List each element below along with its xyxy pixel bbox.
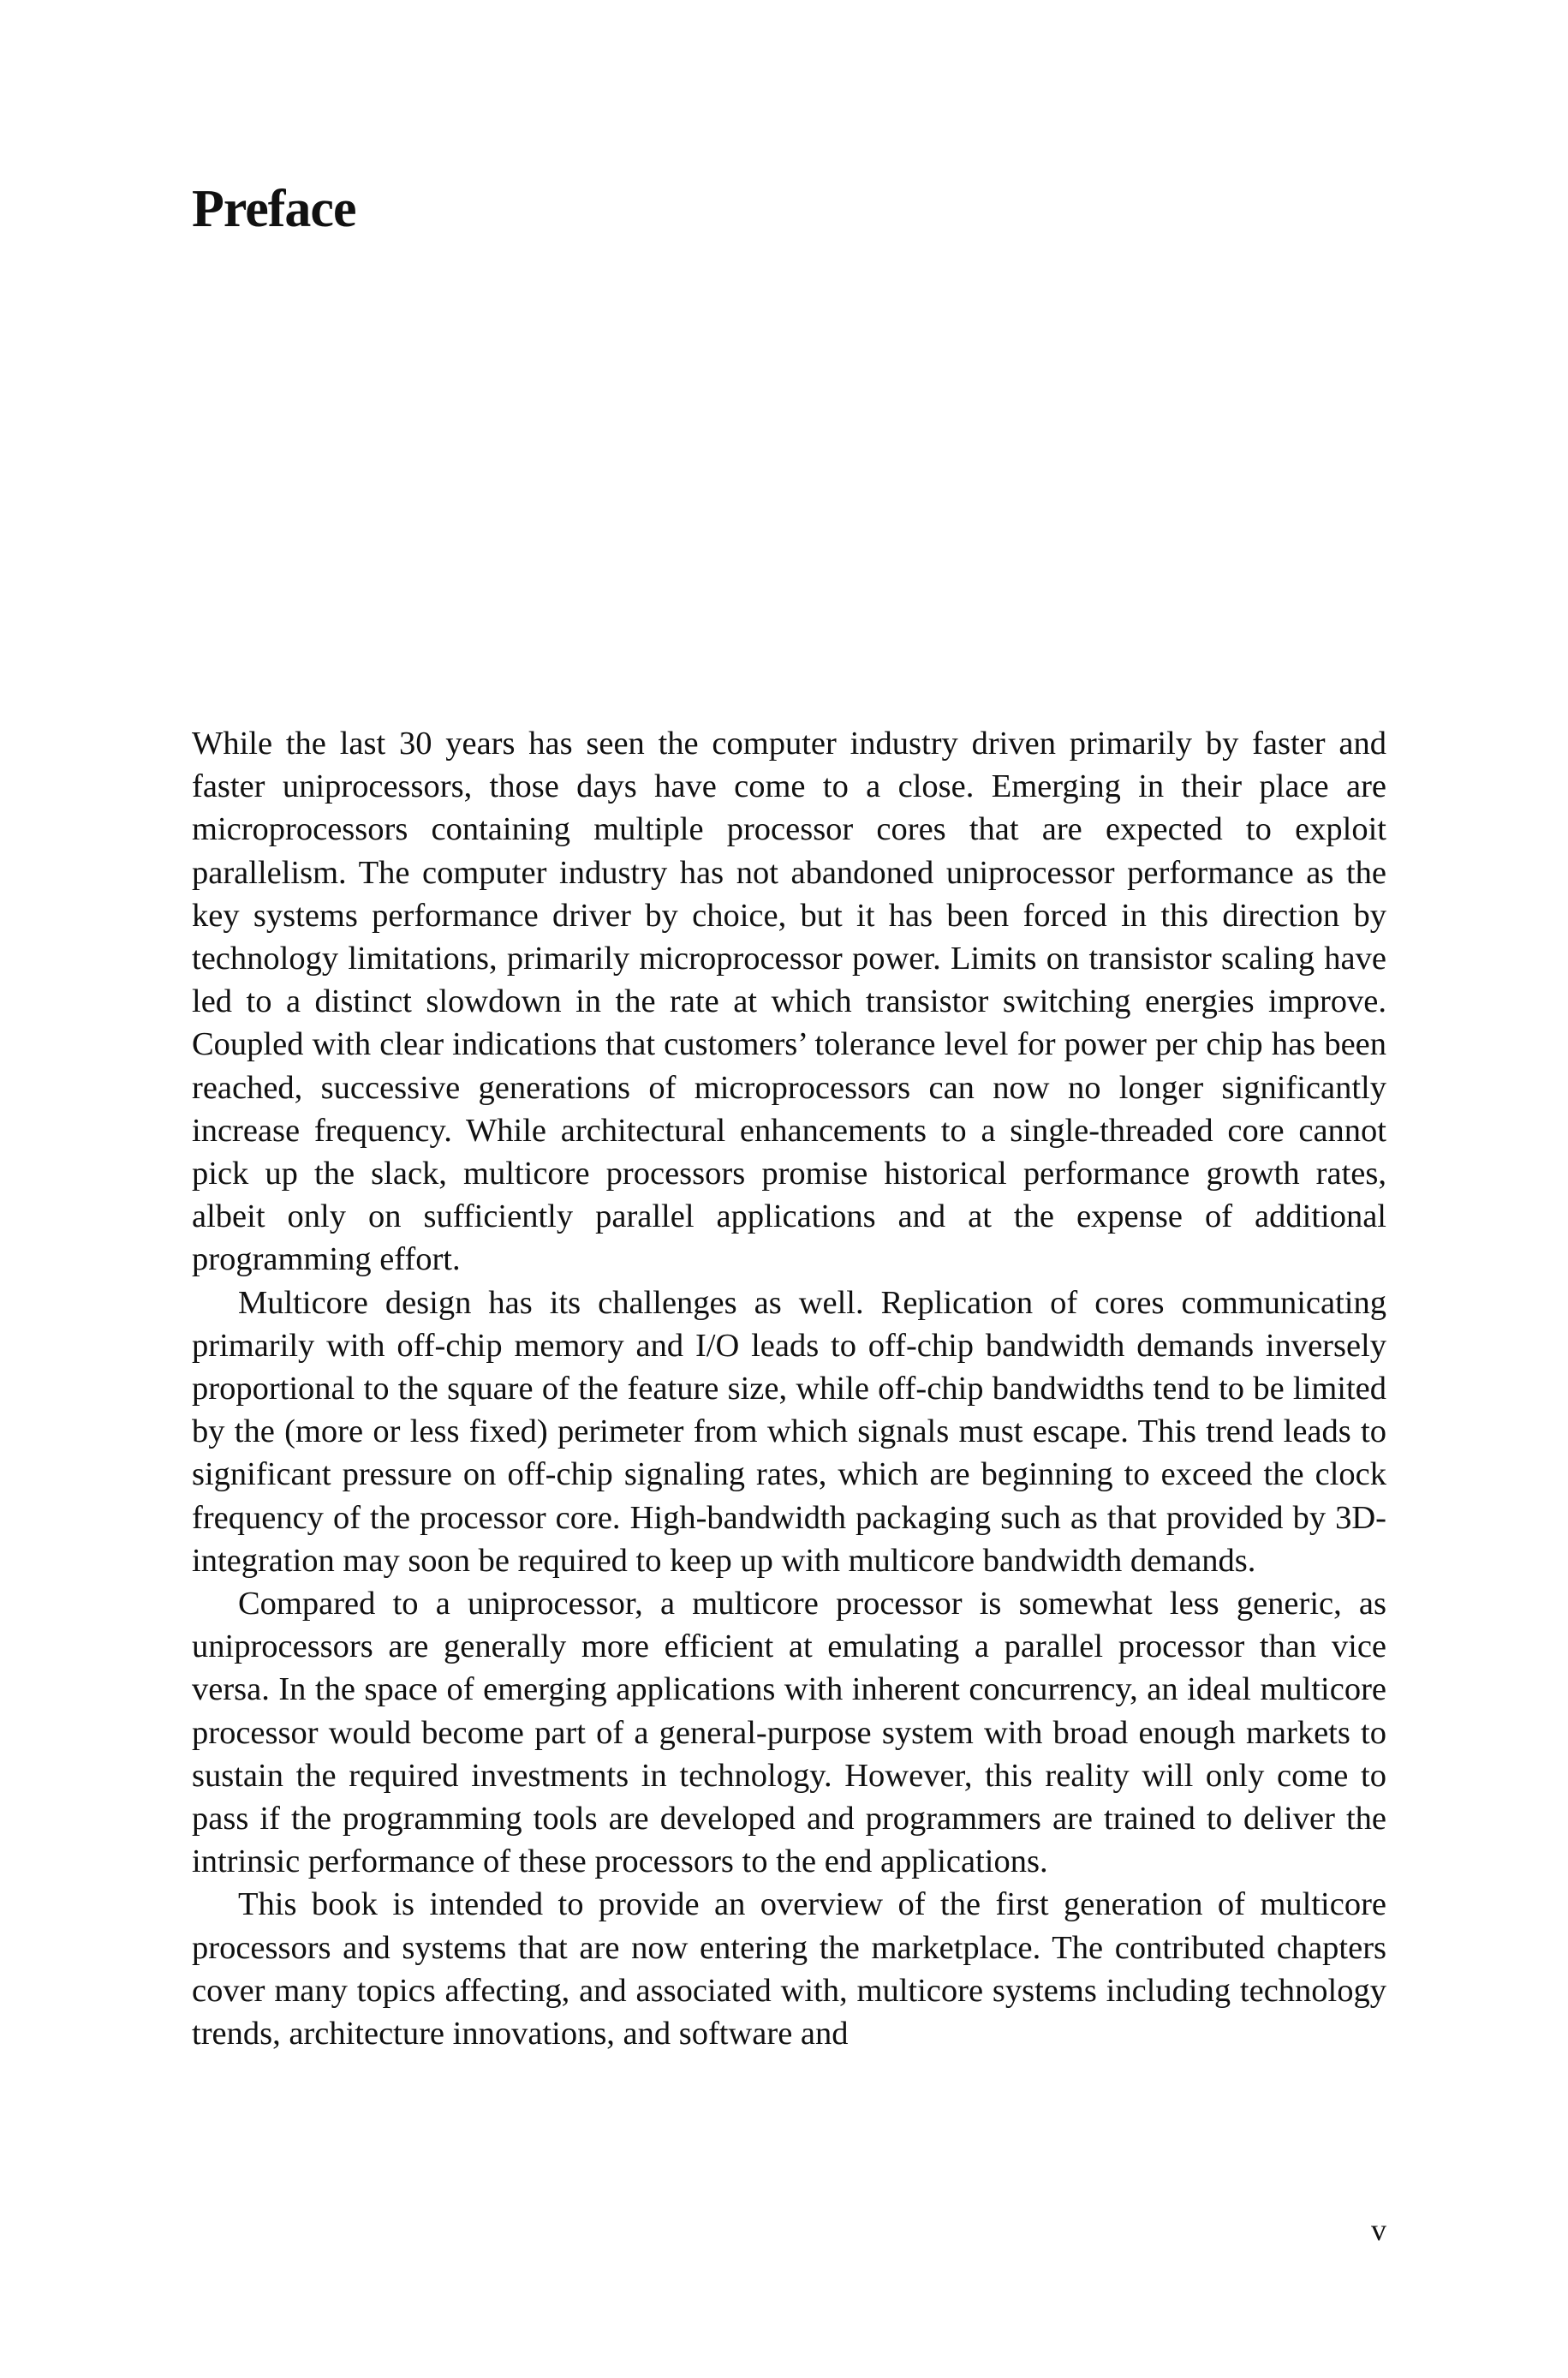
page-title: Preface (192, 180, 356, 238)
paragraph: While the last 30 years has seen the computer industry driven primarily by faster and faster uniprocessors, those days have come to a close. Emerging in their place are microprocessors containing multiple processor cores that are expected to exploit parallelism. The computer industry has not abandoned uniprocessor performance as the key systems performance driver by choice, but it has been forced in this direction by technology limitations, primarily microprocessor power. Limits on transistor scaling have led to a distinct slowdown in the rate at which transistor switching energies improve. Coupled with clear indications that customers’ tolerance level for power per chip has been reached, successive generations of microprocessors can now no longer significantly increase frequency. While architectural enhancements to a single-threaded core cannot pick up the slack, multicore processors promise historical performance growth rates, albeit only on sufficiently parallel applications and at the expense of additional programming effort. (192, 726, 1386, 1278)
paragraph: Multicore design has its challenges as well. Replication of cores communicating primarily with off-chip memory and I/O leads to off-chip bandwidth demands inversely proportional to the square of the feature size, while off-chip bandwidths tend to be limited by the (more or less fixed) perimeter from which signals must escape. This trend leads to significant pressure on off-chip signaling rates, which are beginning to exceed the clock frequency of the processor core. High-bandwidth packaging such as that provided by 3D-integration may soon be required to keep up with multicore bandwidth demands. (192, 1284, 1386, 1579)
preface-body (192, 722, 1386, 2055)
page-number: v (1371, 2213, 1386, 2247)
paragraph: Compared to a uniprocessor, a multicore processor is somewhat less generic, as uniprocessors are generally more efficient at emulating a parallel processor than vice versa. In the space of emerging applications with inherent concurrency, an ideal multicore processor would become part of a general-purpose system with broad enough markets to sustain the required investments in technology. However, this reality will only come to pass if the programming tools are developed and programmers are trained to deliver the intrinsic performance of these processors to the end applications. (192, 1586, 1386, 1880)
paragraph: This book is intended to provide an overview of the first generation of multicore processors and systems that are now entering the marketplace. The contributed chapters cover many topics affecting, and associated with, multicore systems including technology trends, architecture innovations, and software and (192, 1886, 1386, 2052)
